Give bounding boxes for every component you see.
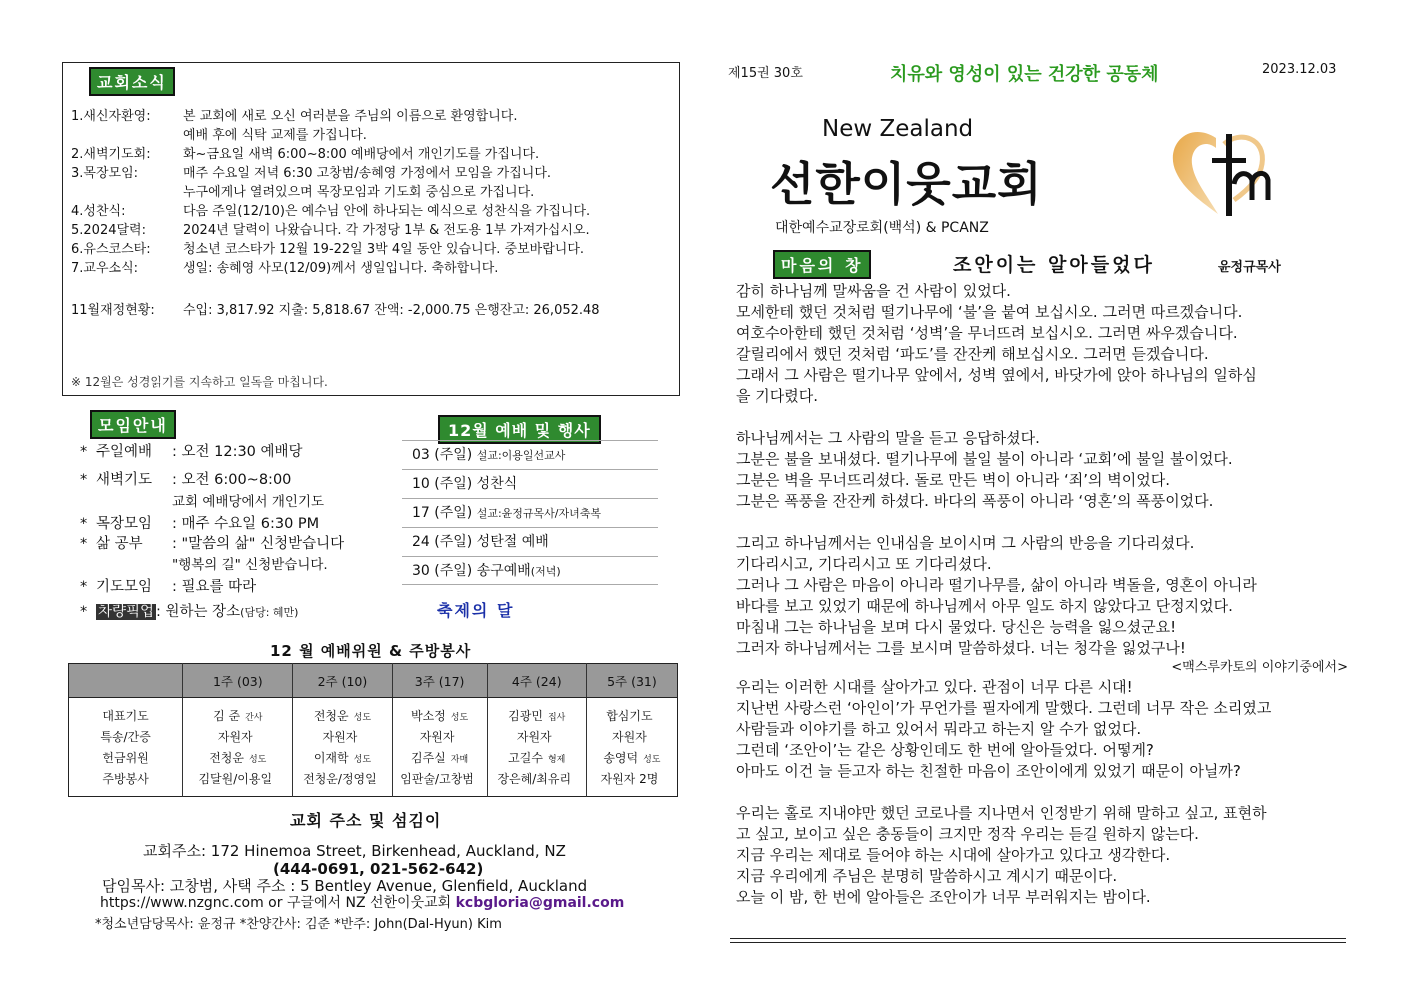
- meeting-row: [80, 532, 344, 553]
- duty-header: 5주 (31): [586, 664, 677, 698]
- meeting-detail: : 매주 수요일 6:30 PM: [172, 516, 320, 532]
- duty-header: [69, 664, 183, 698]
- column-line: [736, 782, 1348, 803]
- news-item-value: 매주 수요일 저녁 6:30 고창범/송혜영 가정에서 모임을 가집니다.: [183, 166, 552, 181]
- duty-roles: [69, 698, 183, 797]
- duty-person: 박소정: [411, 709, 446, 723]
- duty-title-suffix: 성도: [353, 713, 372, 723]
- church-address: 교회주소: 172 Hinemoa Street, Birkenhead, Auckland, NZ: [143, 842, 566, 860]
- news-item-value: 다음 주일(12/10)은 예수님 안에 하나되는 예식으로 성찬식을 가집니다.: [183, 204, 591, 219]
- column-line: 아마도 이건 늘 듣고자 하는 친절한 마음이 조안이에게 있었기 때문이 아닐까?: [736, 762, 1241, 780]
- pickup-value: : 원하는 장소: [156, 604, 241, 620]
- column-line: 그러자 하나님께서는 그를 보시며 말씀하셨다. 너는 청각을 잃었구나!: [736, 639, 1186, 657]
- news-item: [71, 221, 590, 240]
- duty-header: 4주 (24): [487, 664, 586, 698]
- column-line: 그분은 폭풍을 잔잔케 하셨다. 바다의 폭풍이 아니라 ‘영혼’의 폭풍이었다.: [736, 492, 1214, 510]
- news-item-value: 예배 후에 식탁 교제를 가집니다.: [183, 128, 367, 143]
- duty-person: 고길수: [508, 751, 543, 765]
- duty-person: 자원자: [612, 730, 647, 744]
- news-item-key: 7.교우소식:: [71, 261, 139, 276]
- duty-role: 주방봉사: [102, 772, 149, 786]
- column-line: 갈릴리에서 했던 것처럼 ‘파도’를 잔잔케 해보십시오. 그러면 듣겠습니다.: [736, 345, 1209, 363]
- meeting-name: 주일예배: [96, 444, 153, 460]
- column-line: 그런데 ‘조안이’는 같은 상황인데도 한 번에 알아들었다. 어떻게?: [736, 741, 1154, 759]
- column-line: 을 기다렸다.: [736, 387, 818, 405]
- bullet: *: [80, 536, 88, 552]
- column-line: 기다리시고, 기다리시고 또 기다리셨다.: [736, 555, 992, 573]
- column-line: 여호수아한테 했던 것처럼 ‘성벽’을 무너뜨려 보십시오. 그러면 싸우겠습니다.: [736, 324, 1238, 342]
- email-link[interactable]: kcbgloria@gmail.com: [455, 895, 625, 911]
- news-item-key: 5.2024달력:: [71, 223, 146, 238]
- column-line: 사람들과 이야기를 하고 있어서 뭐라고 하는지 알 수가 없었다.: [736, 720, 1142, 738]
- duty-cell: [488, 727, 586, 748]
- event-row: [402, 469, 658, 498]
- church-logo-icon: [1168, 124, 1278, 228]
- meeting-subline: "행복의 길" 신청받습니다.: [172, 557, 328, 573]
- volume-number: 제15권 30호: [728, 66, 803, 81]
- column-line: 우리는 이러한 시대를 살아가고 있다. 관점이 너무 다른 시대!: [736, 678, 1133, 696]
- finance-value: 수입: 3,817.92 지출: 5,818.67 잔액: -2,000.75 은행잔고: 26,052.48: [183, 303, 600, 318]
- event-row: [402, 556, 658, 585]
- news-item: [71, 107, 517, 126]
- duty-title-suffix: 자매: [450, 755, 469, 765]
- duty-person: 김 준: [213, 709, 241, 723]
- duty-week-column: [392, 698, 487, 797]
- column-line: 그래서 그 사람은 떨기나무 앞에서, 성벽 옆에서, 바닷가에 앉아 하나님의 일하심: [736, 366, 1257, 384]
- duty-cell: [393, 748, 487, 769]
- finance-label: 11월재정현황:: [71, 303, 155, 318]
- column-line: 고 싶고, 보이고 싶은 충동들이 크지만 정작 우리는 듣길 원하지 않는다.: [736, 825, 1199, 843]
- news-note: ※ 12월은 성경읽기를 지속하고 일독을 마칩니다.: [71, 375, 328, 389]
- duty-person: 합심기도: [606, 709, 653, 723]
- duty-cell: [293, 706, 391, 727]
- news-item: [71, 202, 590, 221]
- duty-cell: [183, 727, 292, 748]
- duty-title-suffix: 형제: [547, 755, 566, 765]
- duty-person: 김주실: [411, 751, 446, 765]
- web-line: [100, 892, 624, 912]
- column-line: 우리는 홀로 지내야만 했던 코로나를 지나면서 인정받기 위해 말하고 싶고, 표현하: [736, 804, 1267, 822]
- meeting-row: [80, 468, 291, 489]
- meeting-name: 삶 공부: [96, 536, 143, 552]
- duty-cell: [293, 748, 391, 769]
- duty-header: 1주 (03): [183, 664, 293, 698]
- column-line: 바다를 보고 있었기 때문에 하나님께서 아무 일도 하지 않았다고 단정지었다.: [736, 597, 1233, 615]
- denomination: 대한예수교장로회(백석) & PCANZ: [775, 220, 989, 236]
- duty-week-column: [586, 698, 677, 797]
- news-item: [71, 145, 539, 164]
- duty-title-suffix: 간사: [245, 713, 263, 723]
- pickup-label: 차량픽업: [98, 604, 155, 620]
- news-item-value: 본 교회에 새로 오신 여러분을 주님의 이름으로 환영합니다.: [183, 109, 518, 124]
- news-item-value: 화~금요일 새벽 6:00~8:00 예배당에서 개인기도를 가집니다.: [183, 147, 540, 162]
- duty-cell: [293, 727, 391, 748]
- duty-week-column: [293, 698, 392, 797]
- news-item-value: 누구에게나 열려있으며 목장모임과 기도회 중심으로 가집니다.: [183, 185, 535, 200]
- church-name: 선한이웃교회: [770, 157, 1043, 211]
- duty-title-suffix: 성도: [643, 755, 661, 765]
- events-list: [402, 440, 658, 585]
- duty-title-suffix: 성도: [353, 755, 372, 765]
- duty-cell: [393, 706, 487, 727]
- event-main: 30 (주일) 송구예배: [412, 563, 531, 579]
- duty-cell: [183, 748, 292, 769]
- news-item: [71, 126, 367, 145]
- event-row: [402, 498, 658, 527]
- website-link[interactable]: https://www.nzgnc.com or 구글에서 NZ 선한이웃교회: [100, 895, 456, 911]
- event-note: 설교:이용일선교사: [476, 449, 566, 462]
- event-main: 17 (주일): [412, 505, 477, 521]
- duty-person: 김달원/이용일: [198, 772, 273, 786]
- news-item-key: 1.새신자환영:: [71, 109, 151, 124]
- column-line: 감히 하나님께 말싸움을 건 사람이 있었다.: [736, 282, 1011, 300]
- duty-person: 임판술/고창범: [400, 772, 474, 786]
- column-line: 오늘 이 밤, 한 번에 알아들은 조안이가 너무 부러워지는 밤이다.: [736, 888, 1151, 906]
- news-item: [71, 240, 584, 259]
- duty-cell: [587, 727, 677, 748]
- column-line: 지금 우리에게 주님은 분명히 말씀하시고 계시기 때문이다.: [736, 867, 1118, 885]
- duty-person: 장은혜/최유리: [497, 772, 572, 786]
- church-motto: 치유와 영성이 있는 건강한 공동체: [890, 64, 1159, 85]
- duty-header: 3주 (17): [392, 664, 487, 698]
- meeting-detail: : 필요를 따라: [172, 579, 257, 595]
- bullet: *: [80, 444, 88, 460]
- column-tag: 마음의 창: [773, 250, 871, 279]
- column-line: 그러나 그 사람은 마음이 아니라 떨기나무를, 삶이 아니라 벽돌을, 영혼이 아니라: [736, 576, 1257, 594]
- column-line: 마침내 그는 하나님을 보며 다시 물었다. 당신은 능력을 잃으셨군요!: [736, 618, 1177, 636]
- duty-title-suffix: 집사: [547, 713, 566, 723]
- bullet: *: [80, 579, 88, 595]
- duty-cell: [587, 706, 677, 727]
- pastor-address: 담임목사: 고창범, 사택 주소 : 5 Bentley Avenue, Glenfield, Auckland: [102, 877, 588, 895]
- duty-title-suffix: 성도: [248, 755, 267, 765]
- column-line: 그분은 벽을 무너뜨리셨다. 돌로 만든 벽이 아니라 ‘죄’의 벽이었다.: [736, 471, 1170, 489]
- column-line: 지금 우리는 제대로 들어야 하는 시대에 살아가고 있다고 생각한다.: [736, 846, 1171, 864]
- event-note: 설교:윤정규목사/자녀축복: [476, 507, 601, 520]
- news-item-key: 2.새벽기도회:: [71, 147, 151, 162]
- duty-person: 이재학: [313, 751, 349, 765]
- event-main: 24 (주일) 성탄절 예배: [412, 534, 549, 550]
- duty-role: 대표기도: [102, 709, 149, 723]
- news-item: [71, 259, 498, 278]
- duty-person: 자원자: [217, 730, 253, 744]
- meeting-row: [80, 512, 319, 533]
- bottom-rule-2: [730, 942, 1346, 943]
- duty-person: 전청운/정영일: [303, 772, 377, 786]
- event-row: [402, 440, 658, 469]
- address-title: 교회 주소 및 섬김이: [290, 811, 442, 830]
- duty-person: 김광민: [508, 709, 543, 723]
- duty-person: 자원자: [419, 730, 455, 744]
- duty-title: 12 월 예배위원 & 주방봉사: [270, 642, 472, 660]
- pickup-row: [80, 600, 298, 621]
- event-main: 03 (주일): [412, 447, 477, 463]
- duty-cell: [183, 769, 292, 790]
- column-body: [736, 281, 1348, 908]
- news-item-key: 3.목장모임:: [71, 166, 139, 181]
- news-item: [71, 164, 551, 183]
- duty-cell: [293, 769, 391, 790]
- duty-cell: [587, 748, 677, 769]
- duty-person: 전청운: [313, 709, 349, 723]
- bulletin-date: 2023.12.03: [1262, 62, 1337, 77]
- news-item-key: 4.성찬식:: [71, 204, 126, 219]
- duty-table: [68, 663, 678, 797]
- news-item-value: 2024년 달력이 나왔습니다. 각 가정당 1부 & 전도용 1부 가져가십시오.: [183, 223, 590, 238]
- duty-cell: [488, 769, 586, 790]
- events-title: 12월 예배 및 행사: [438, 415, 601, 444]
- duty-week-column: [183, 698, 293, 797]
- meeting-name: 새벽기도: [96, 472, 153, 488]
- finance-row: [71, 301, 600, 320]
- country-label: New Zealand: [822, 116, 974, 142]
- church-phone: (444-0691, 021-562-642): [273, 860, 484, 878]
- meeting-detail: : 오전 12:30 예배당: [172, 444, 303, 460]
- duty-header: 2주 (10): [293, 664, 392, 698]
- festival-label: 축제의 달: [437, 601, 515, 620]
- news-item-key: 6.유스코스타:: [71, 242, 151, 257]
- duty-cell: [393, 769, 487, 790]
- meetings-title: 모임안내: [90, 410, 176, 439]
- duty-cell: [488, 706, 586, 727]
- duty-person: 자원자 2명: [600, 772, 659, 786]
- column-author: 윤정규목사: [1218, 260, 1281, 275]
- bullet: *: [80, 604, 88, 620]
- duty-person: 자원자: [322, 730, 358, 744]
- bullet: *: [80, 472, 88, 488]
- duty-cell: [488, 748, 586, 769]
- column-title: 조안이는 알아들었다: [953, 254, 1155, 276]
- duty-week-column: [487, 698, 586, 797]
- duty-cell: [393, 727, 487, 748]
- news-item-value: 청소년 코스타가 12월 19-22일 3박 4일 동안 있습니다. 중보바랍니다.: [183, 242, 585, 257]
- meeting-name: 기도모임: [96, 579, 153, 595]
- column-line: [736, 512, 1348, 533]
- meeting-name: 목장모임: [96, 516, 153, 532]
- column-source: <맥스루카토의 이야기중에서>: [1171, 660, 1348, 675]
- meeting-row: [80, 440, 303, 461]
- column-line: 그분은 불을 보내셨다. 떨기나무에 불일 불이 아니라 ‘교회’에 불일 불이었다.: [736, 450, 1233, 468]
- column-line: 지난번 사랑스런 ‘아인이’가 무언가를 필자에게 말했다. 그런데 너무 작은 소리였고: [736, 699, 1272, 717]
- duty-title-suffix: 성도: [450, 713, 469, 723]
- duty-person: 자원자: [516, 730, 552, 744]
- news-item-value: 생일: 송혜영 사모(12/09)께서 생일입니다. 축하합니다.: [183, 261, 499, 276]
- meeting-subline: 교회 예배당에서 개인기도: [172, 494, 325, 510]
- column-line: [736, 407, 1348, 428]
- duty-cell: [587, 769, 677, 790]
- meeting-detail: : "말씀의 삶" 신청받습니다: [172, 536, 345, 552]
- duty-role: 특송/간증: [100, 730, 151, 744]
- duty-role: 헌금위원: [102, 751, 149, 765]
- bullet: *: [80, 516, 88, 532]
- duty-person: 송영덕: [603, 751, 639, 765]
- meeting-row: [80, 575, 256, 596]
- staff-line: *청소년담당목사: 윤정규 *찬양간사: 김준 *반주: John(Dal-Hyun) Kim: [95, 917, 502, 932]
- church-news-box: [62, 62, 680, 396]
- duty-person: 전청운: [209, 751, 244, 765]
- column-line: 하나님께서는 그 사람의 말을 듣고 응답하셨다.: [736, 429, 1040, 447]
- event-main: 10 (주일) 성찬식: [412, 476, 518, 492]
- event-row: [402, 527, 658, 556]
- event-note: (저녁): [530, 565, 561, 578]
- pickup-note: (담당: 혜만): [240, 606, 299, 619]
- news-item: [71, 183, 534, 202]
- column-line: 그리고 하나님께서는 인내심을 보이시며 그 사람의 반응을 기다리셨다.: [736, 534, 1195, 552]
- meeting-detail: : 오전 6:00~8:00: [172, 472, 292, 488]
- church-news-title: 교회소식: [89, 67, 175, 96]
- bottom-rule: [730, 938, 1346, 939]
- column-line: 모세한테 했던 것처럼 떨기나무에 ‘불’을 붙여 보십시오. 그러면 따르겠습니다.: [736, 303, 1243, 321]
- duty-cell: [183, 706, 292, 727]
